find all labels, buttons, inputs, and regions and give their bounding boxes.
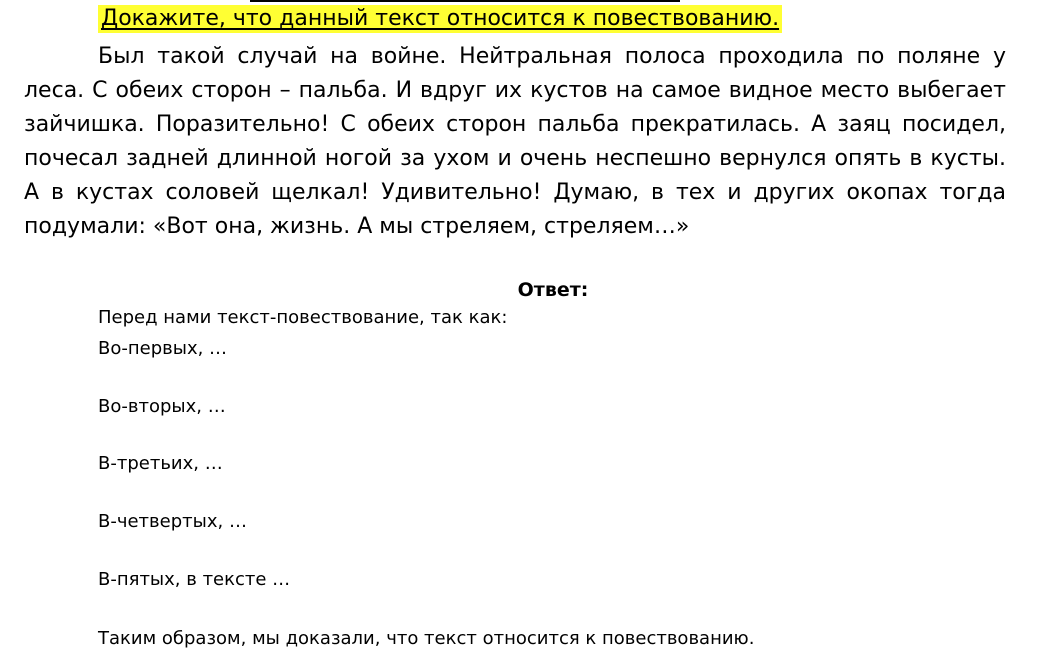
answer-point-first: Во-первых, … [98, 338, 228, 359]
answer-conclusion: Таким образом, мы доказали, что текст относится к повествованию. [98, 628, 755, 649]
task-statement [98, 5, 782, 33]
answer-intro: Перед нами текст-повествование, так как: [98, 307, 508, 328]
answer-heading: Ответ: [517, 279, 589, 301]
task-text: Докажите, что данный текст относится к повествованию. [101, 6, 780, 31]
answer-point-fifth: В-пятых, в тексте … [98, 569, 291, 590]
story-text: Был такой случай на войне. Нейтральная полоса проходила по поляне у леса. С обеих сторон – пальба. И вдруг их кустов на самое видное место выбегает зайчишка. Поразительно! С обеих сторон пальба прекратилась. А заяц посидел, почесал задней длинной ногой за ухом и очень неспешно вернулся опять в кусты. А в кустах соловей щелкал! Удивительно! Думаю, в тех и других окопах тогда подумали: «Вот она, жизнь. А мы стреляем, стреляем…» [24, 44, 1006, 239]
answer-point-third: В-третьих, … [98, 453, 223, 474]
answer-point-second: Во-вторых, … [98, 396, 226, 417]
answer-point-fourth: В-четвертых, … [98, 511, 247, 532]
top-divider [250, 0, 680, 2]
